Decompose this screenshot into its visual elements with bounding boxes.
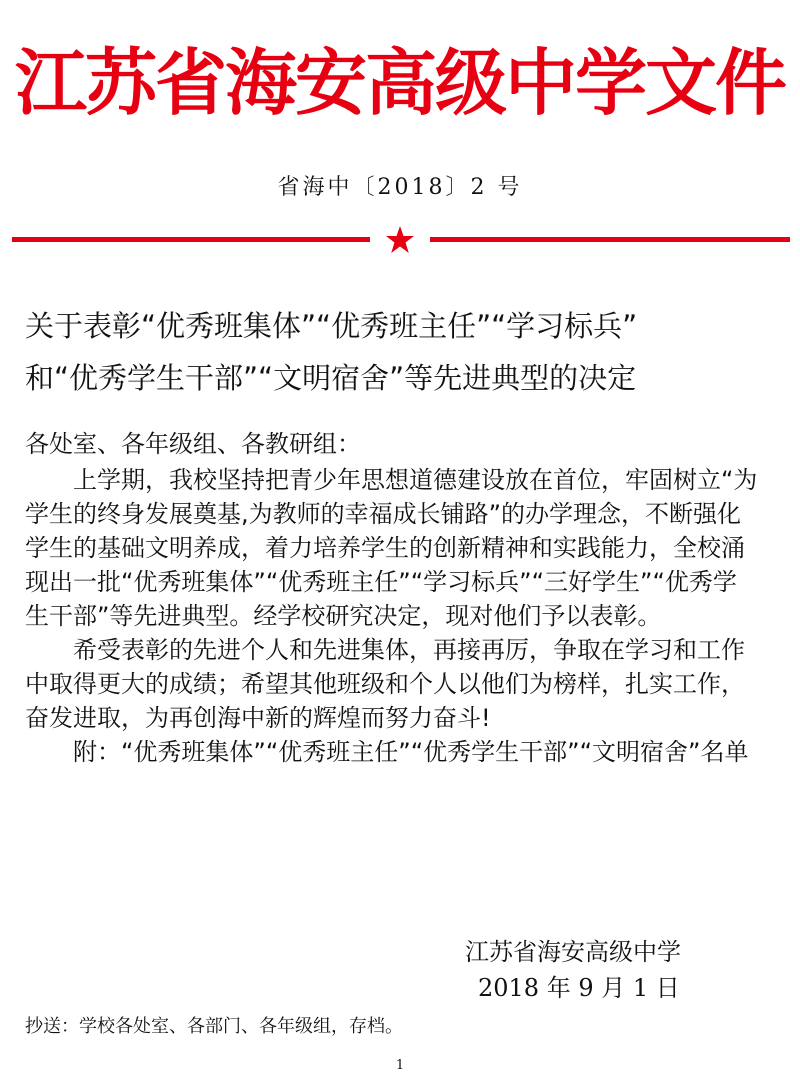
- document-header-title: 江苏省海安高级中学文件: [14, 41, 785, 125]
- header-divider-right: [430, 237, 790, 242]
- signature-organization: 江苏省海安高级中学: [465, 938, 681, 966]
- page-number: 1: [395, 1058, 405, 1073]
- body-paragraph: 上学期，我校坚持把青少年思想道德建设放在首位，牢固树立“为学生的终身发展奠基,为教师的幸福成长铺路”的办学理念，不断强化学生的基础文明养成，着力培养学生的创新精神和实践能力，全校涌现出一批“优秀班集体”“优秀班主任”“学习标兵”“三好学生”“优秀学生干部”等先进典型。经学校研究决定，现对他们予以表彰。: [25, 466, 758, 630]
- signature-date: 2018 年 9 月 1 日: [478, 974, 680, 1002]
- salutation: 各处室、各年级组、各教研组：: [25, 430, 361, 458]
- star-icon: [385, 225, 415, 255]
- subject-line-1: 关于表彰“优秀班集体”“优秀班主任”“学习标兵”: [25, 309, 638, 343]
- document-subject: [25, 300, 785, 404]
- document-number: 省海中〔2018〕2 号: [277, 175, 523, 200]
- subject-line-2: 和“优秀学生干部”“文明宿舍”等先进典型的决定: [25, 361, 637, 395]
- document-body: [25, 463, 760, 769]
- cc-line: 抄送：学校各处室、各部门、各年级组，存档。: [25, 1016, 403, 1037]
- attachment-note: 附：“优秀班集体”“优秀班主任”“优秀学生干部”“文明宿舍”名单: [73, 738, 749, 766]
- header-divider-left: [12, 237, 370, 242]
- body-paragraph: 希受表彰的先进个人和先进集体，再接再厉，争取在学习和工作中取得更大的成绩；希望其他班级和个人以他们为榜样，扎实工作，奋发进取，为再创海中新的辉煌而努力奋斗!: [25, 636, 745, 732]
